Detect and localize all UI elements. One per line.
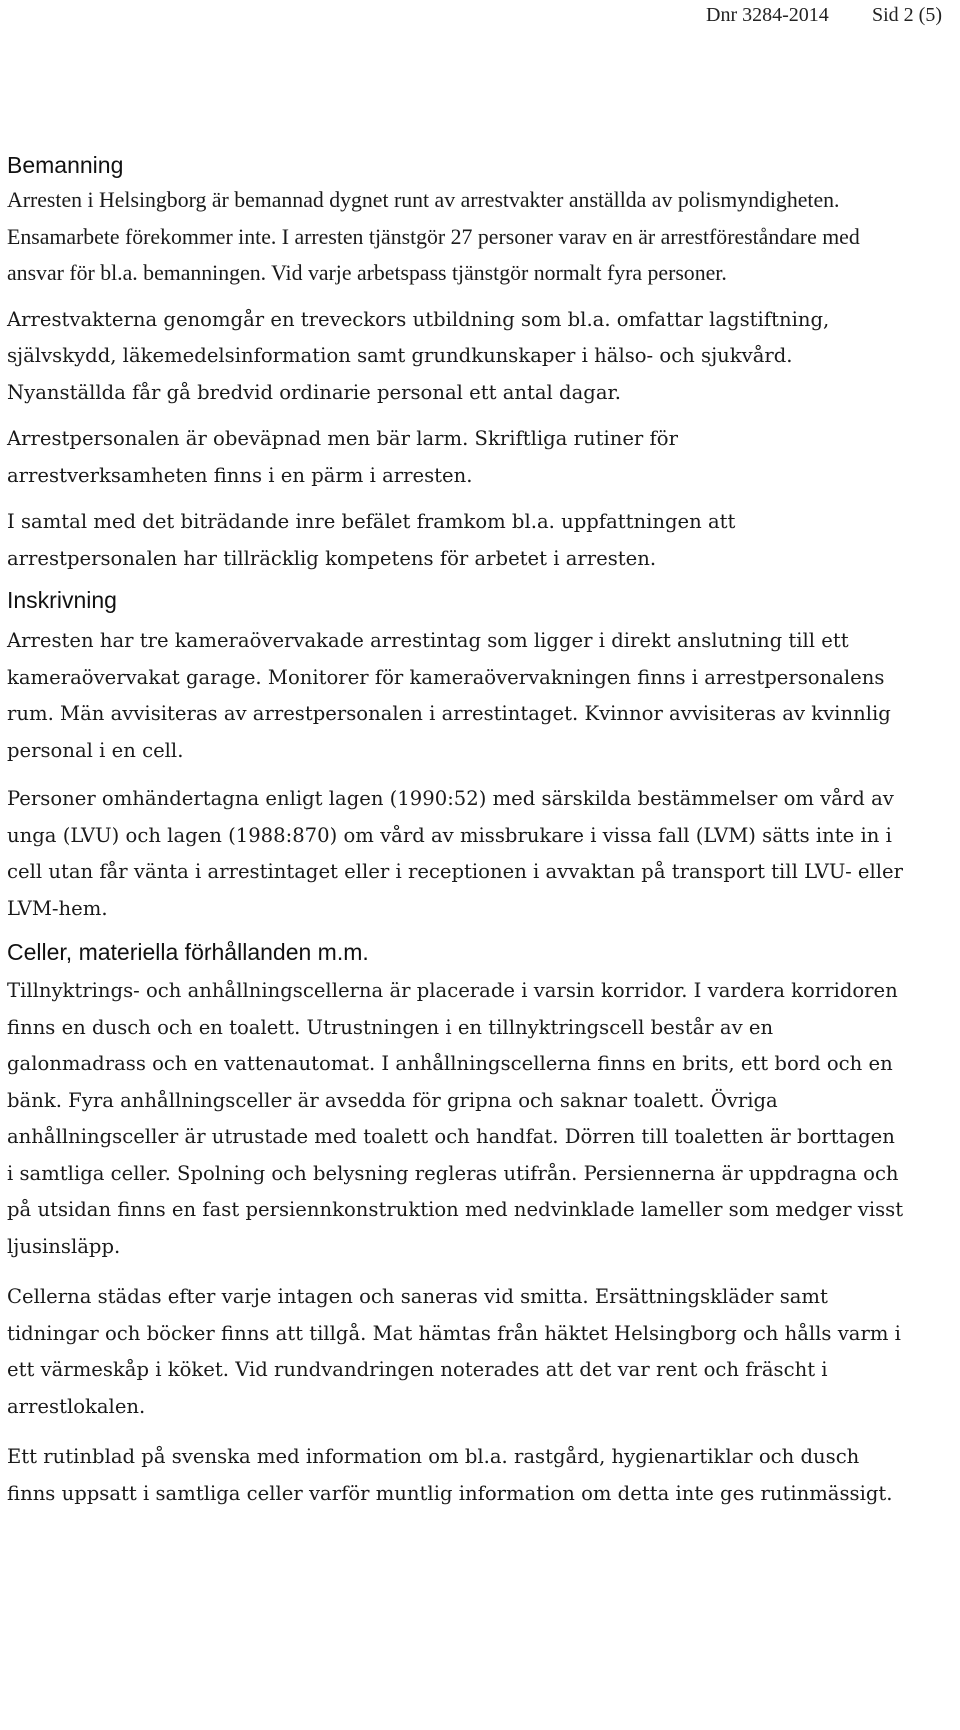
paragraph: Arrestvakterna genomgår en treveckors utbildning som bl.a. omfattar lagstiftning, självskydd, läkemedelsinformation samt grundkunskaper i hälso- och sjukvård. Nyanställda får gå bredvid ordinarie personal ett antal dagar.	[7, 307, 830, 404]
section-heading-bemanning: Bemanning	[7, 152, 124, 178]
document-number: Dnr 3284-2014	[706, 4, 829, 26]
paragraph: Ett rutinblad på svenska med information om bl.a. rastgård, hygienartiklar och dusch finns uppsatt i samtliga celler varför muntlig information om detta inte ges rutinmässigt.	[7, 1445, 893, 1505]
document-body	[7, 150, 907, 1512]
section-heading-inskrivning: Inskrivning	[7, 587, 117, 613]
paragraph: Arresten har tre kameraövervakade arrestintag som ligger i direkt anslutning till ett kameraövervakat garage. Monitorer för kameraövervakningen finns i arrestpersonalens rum. Män avvisiteras av arrestpersonalen i arrestintaget. Kvinnor avvisiteras av kvinnlig personal i en cell.	[7, 629, 891, 762]
page-number: Sid 2 (5)	[872, 4, 942, 26]
paragraph: I samtal med det biträdande inre befälet framkom bl.a. uppfattningen att arrestpersonalen har tillräcklig kompetens för arbetet i arresten.	[7, 510, 736, 570]
paragraph: Arresten i Helsingborg är bemannad dygnet runt av arrestvakter anställda av polismyndigheten. Ensamarbete förekommer inte. I arresten tjänstgör 27 personer varav en är arrestföreståndare med ansvar för bl.a. bemanningen. Vid varje arbetspass tjänstgör normalt fyra personer.	[7, 188, 860, 285]
paragraph: Cellerna städas efter varje intagen och saneras vid smitta. Ersättningskläder samt tidningar och böcker finns att tillgå. Mat hämtas från häktet Helsingborg och hålls varm i ett värmeskåp i köket. Vid rundvandringen noterades att det var rent och fräscht i arrestlokalen.	[7, 1285, 901, 1418]
section-heading-celler: Celler, materiella förhållanden m.m.	[7, 939, 369, 965]
page-header	[0, 2, 960, 32]
paragraph: Tillnyktrings- och anhållningscellerna är placerade i varsin korridor. I vardera korridoren finns en dusch och en toalett. Utrustningen i en tillnyktringscell består av en galonmadrass och en vattenautomat. I anhållningscellerna finns en brits, ett bord och en bänk. Fyra anhållningsceller är avsedda för gripna och saknar toalett. Övriga anhållningsceller är utrustade med toalett och handfat. Dörren till toaletten är borttagen i samtliga celler. Spolning och belysning regleras utifrån. Persiennerna är uppdragna och på utsidan finns en fast persiennkonstruktion med nedvinklade lameller som medger visst ljusinsläpp.	[7, 979, 904, 1258]
paragraph: Personer omhändertagna enligt lagen (1990:52) med särskilda bestämmelser om vård av unga (LVU) och lagen (1988:870) om vård av missbrukare i vissa fall (LVM) sätts inte in i cell utan får vänta i arrestintaget eller i receptionen i avvaktan på transport till LVU- eller LVM-hem.	[7, 787, 904, 920]
paragraph: Arrestpersonalen är obeväpnad men bär larm. Skriftliga rutiner för arrestverksamheten finns i en pärm i arresten.	[7, 427, 678, 487]
